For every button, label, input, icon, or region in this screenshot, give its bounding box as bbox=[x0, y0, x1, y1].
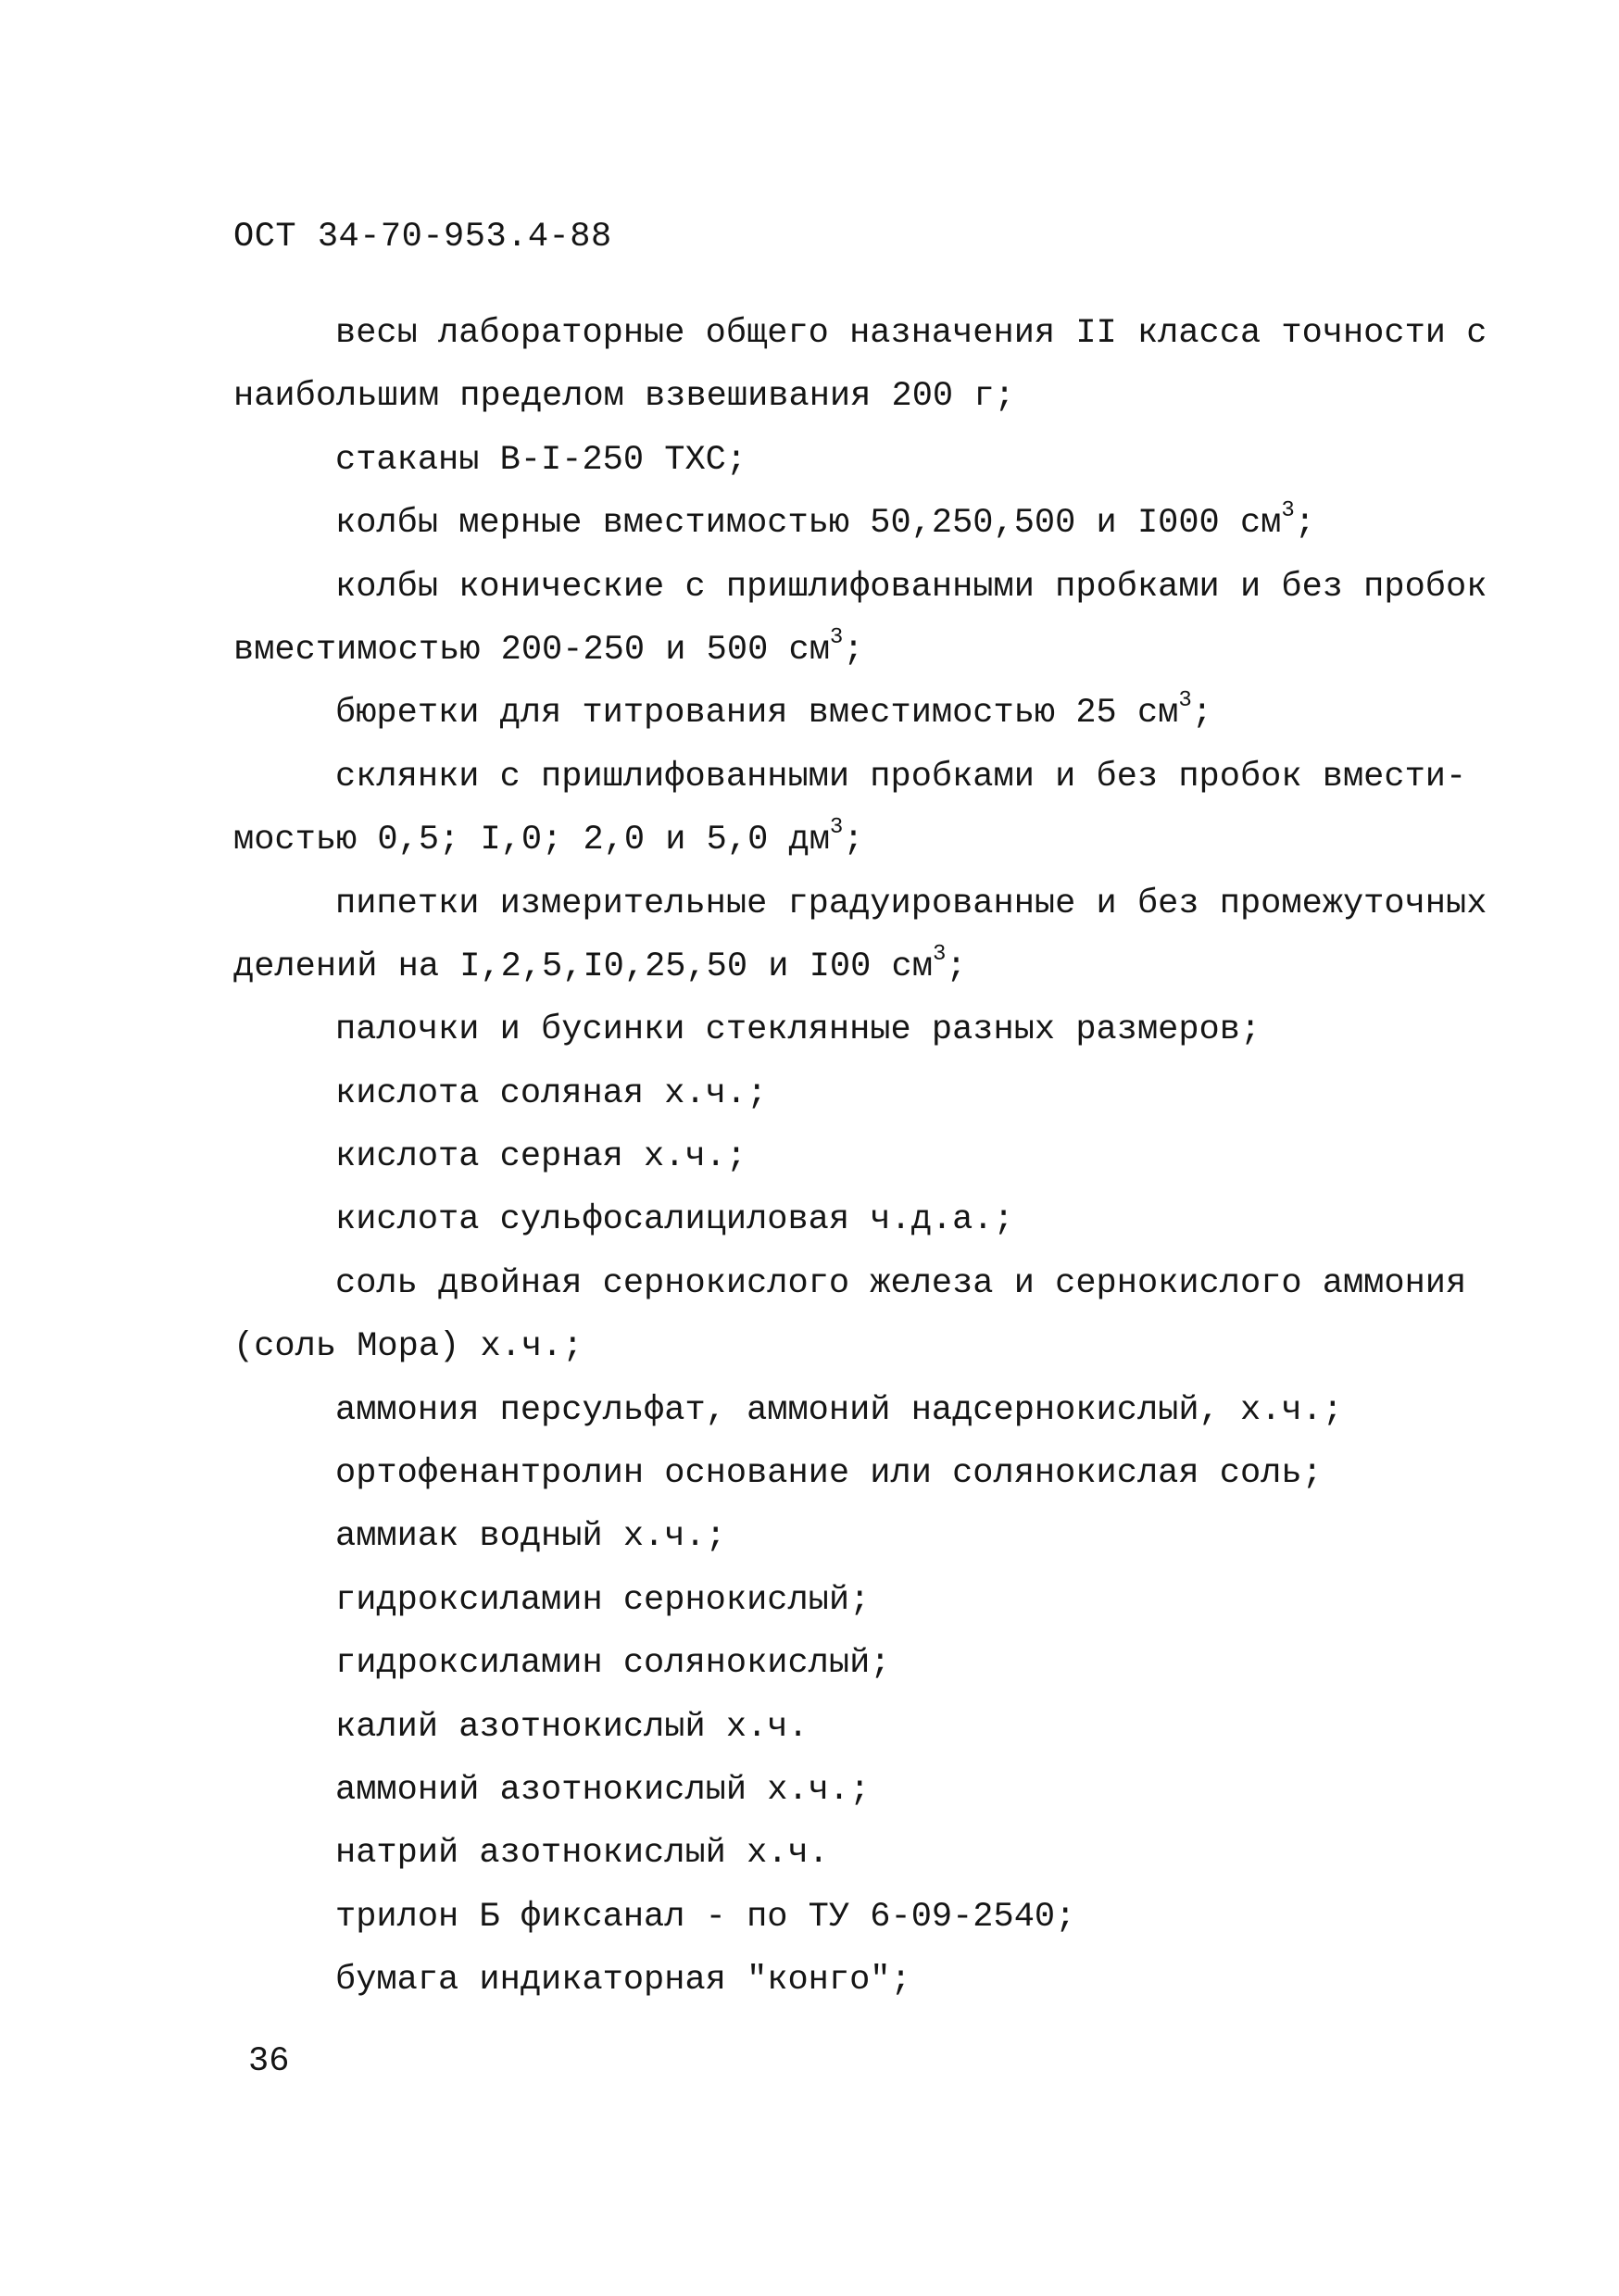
text-line bbox=[233, 1949, 1428, 2012]
text-fragment: кислота серная х.ч.; bbox=[335, 1137, 747, 1177]
text-line bbox=[233, 935, 1428, 998]
text-line bbox=[233, 1315, 1428, 1378]
text-fragment: наибольшим пределом взвешивания 200 г; bbox=[233, 377, 1015, 417]
text-fragment: гидроксиламин солянокислый; bbox=[335, 1644, 891, 1684]
text-fragment: ; bbox=[843, 821, 864, 860]
text-fragment: ортофенантролин основание или солянокислая соль; bbox=[335, 1454, 1323, 1494]
text-line bbox=[233, 1632, 1428, 1695]
text-fragment: пипетки измерительные градуированные и без промежуточных bbox=[335, 884, 1487, 923]
text-fragment: трилон Б фиксанал - по ТУ 6-09-2540; bbox=[335, 1897, 1076, 1937]
text-line bbox=[233, 872, 1487, 935]
page-number: 36 bbox=[248, 2042, 290, 2081]
text-fragment: мостью 0,5; I,0; 2,0 и 5,0 дм bbox=[233, 821, 830, 860]
text-line bbox=[233, 1125, 1428, 1188]
text-fragment: весы лабораторные общего назначения II класса точности с bbox=[335, 314, 1487, 353]
superscript-exponent: 3 bbox=[932, 941, 947, 967]
text-fragment: ; bbox=[843, 630, 864, 670]
text-fragment: аммоний азотнокислый х.ч.; bbox=[335, 1770, 871, 1810]
text-fragment: колбы мерные вместимостью 50,250,500 и I000 см bbox=[335, 504, 1282, 544]
superscript-exponent: 3 bbox=[1281, 497, 1295, 523]
text-line bbox=[233, 1062, 1428, 1125]
text-line bbox=[233, 302, 1487, 365]
text-line bbox=[233, 1505, 1428, 1568]
text-fragment: гидроксиламин сернокислый; bbox=[335, 1580, 871, 1620]
text-fragment: натрий азотнокислый х.ч. bbox=[335, 1834, 829, 1874]
text-line bbox=[233, 365, 1428, 428]
text-fragment: аммония персульфат, аммоний надсернокислый, х.ч.; bbox=[335, 1390, 1343, 1430]
document-code-header: ОСТ 34-70-953.4-88 bbox=[233, 218, 612, 257]
text-fragment: ; bbox=[1191, 694, 1212, 734]
text-fragment: делений на I,2,5,I0,25,50 и I00 см bbox=[233, 947, 933, 986]
text-fragment: бюретки для титрования вместимостью 25 см bbox=[335, 694, 1179, 734]
text-line bbox=[233, 429, 1428, 492]
text-fragment: соль двойная сернокислого железа и сернокислого аммония bbox=[335, 1263, 1467, 1303]
text-line bbox=[233, 809, 1428, 872]
text-line bbox=[233, 998, 1428, 1061]
text-line bbox=[233, 1569, 1428, 1632]
text-line bbox=[233, 1188, 1428, 1251]
text-line bbox=[233, 1379, 1428, 1442]
superscript-exponent: 3 bbox=[829, 624, 844, 650]
text-line bbox=[233, 1886, 1428, 1949]
text-line bbox=[233, 1442, 1428, 1505]
text-line bbox=[233, 619, 1428, 682]
text-fragment: ; bbox=[946, 947, 967, 986]
superscript-exponent: 3 bbox=[1178, 688, 1192, 714]
text-fragment: бумага индикаторная "конго"; bbox=[335, 1961, 911, 2001]
text-fragment: склянки с пришлифованными пробками и без пробок вмести- bbox=[335, 757, 1467, 797]
text-line bbox=[233, 492, 1428, 555]
text-line bbox=[233, 556, 1487, 619]
text-fragment: палочки и бусинки стеклянные разных размеров; bbox=[335, 1010, 1261, 1050]
text-fragment: аммиак водный х.ч.; bbox=[335, 1517, 726, 1557]
text-line bbox=[233, 1822, 1428, 1885]
text-fragment: стаканы В-I-250 ТХС; bbox=[335, 440, 747, 480]
text-fragment: (соль Мора) х.ч.; bbox=[233, 1327, 584, 1367]
text-fragment: кислота сульфосалициловая ч.д.а.; bbox=[335, 1200, 1014, 1240]
text-fragment: кислота соляная х.ч.; bbox=[335, 1073, 768, 1113]
text-fragment: ; bbox=[1294, 504, 1315, 544]
text-fragment: калий азотнокислый х.ч. bbox=[335, 1707, 809, 1747]
text-line bbox=[233, 1696, 1428, 1759]
text-fragment: колбы конические с пришлифованными пробками и без пробок bbox=[335, 567, 1487, 607]
equipment-and-reagents-list bbox=[233, 302, 1487, 2013]
text-line bbox=[233, 1252, 1467, 1315]
superscript-exponent: 3 bbox=[829, 814, 844, 840]
text-fragment: вместимостью 200-250 и 500 см bbox=[233, 630, 830, 670]
text-line bbox=[233, 682, 1428, 745]
text-line bbox=[233, 1759, 1428, 1822]
text-line bbox=[233, 746, 1467, 809]
